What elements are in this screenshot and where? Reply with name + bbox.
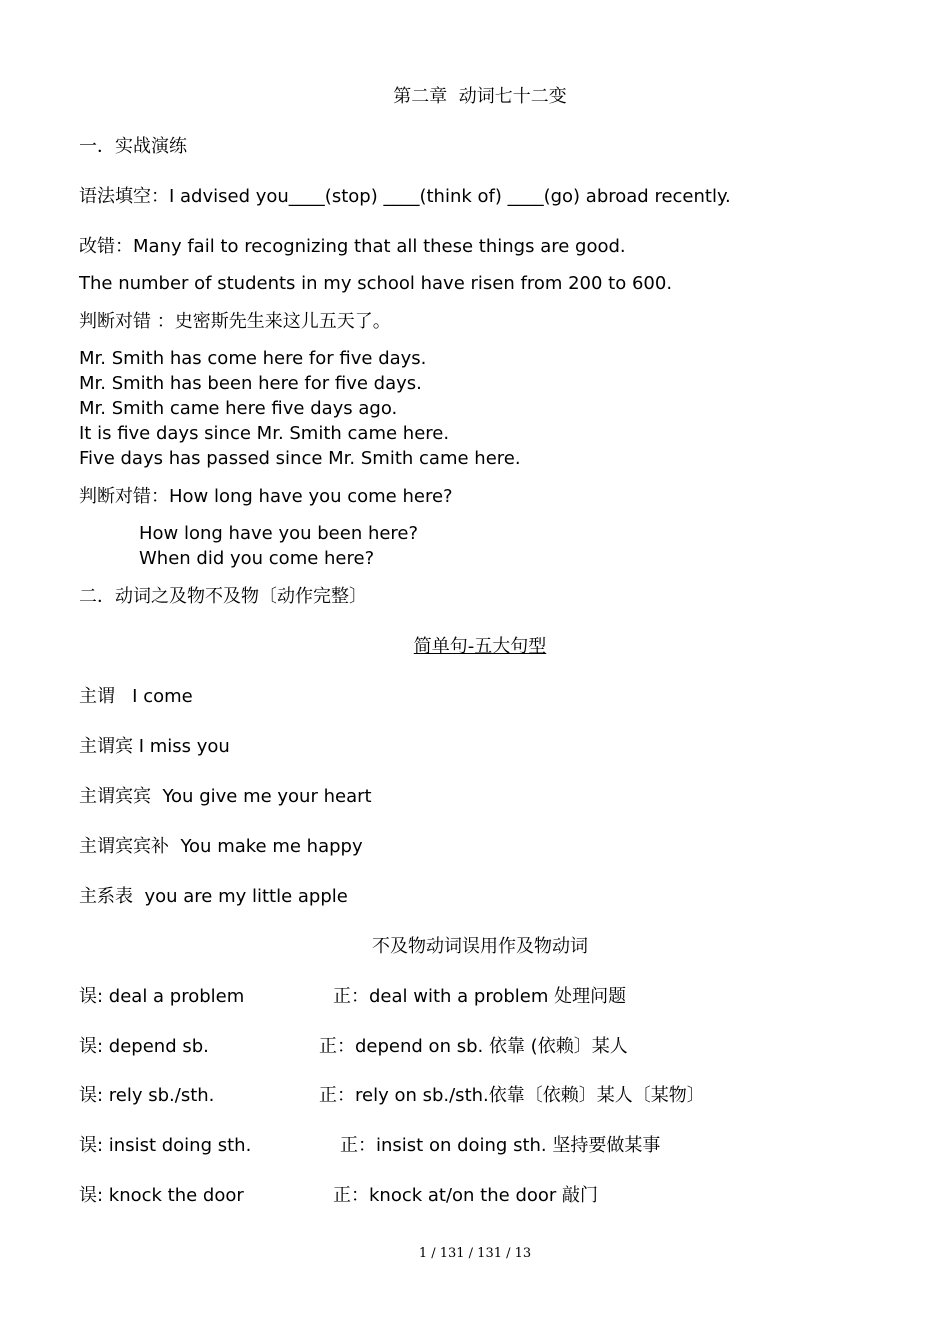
section2-heading: 二．动词之及物不及物〔动作完整〕 bbox=[79, 586, 367, 607]
misuse-right: 正：insist on doing sth. 坚持要做某事 bbox=[340, 1135, 661, 1156]
misuse-title: 不及物动词误用作及物动词 bbox=[372, 936, 588, 957]
sentence-pattern: 主谓宾 I miss you bbox=[79, 736, 230, 757]
sentence-pattern: 主系表 you are my little apple bbox=[79, 886, 348, 907]
misuse-wrong: 误: knock the door bbox=[79, 1185, 244, 1206]
fill-blank-exercise: 语法填空：I advised you____(stop) ____(think of) ____(go) abroad recently. bbox=[79, 186, 731, 207]
judge-1-option: Mr. Smith has come here for five days. bbox=[79, 348, 427, 369]
page-number-footer: 1 / 131 / 131 / 13 bbox=[418, 1246, 532, 1261]
judge-2-option: When did you come here? bbox=[139, 548, 375, 569]
misuse-wrong: 误: rely sb./sth. bbox=[79, 1085, 215, 1106]
sentence-pattern: 主谓 I come bbox=[79, 686, 193, 707]
misuse-right: 正：rely on sb./sth.依靠〔依赖〕某人〔某物〕 bbox=[319, 1085, 705, 1106]
judge-1-prompt: 判断对错 ：史密斯先生来这儿五天了。 bbox=[79, 311, 391, 332]
misuse-right: 正：knock at/on the door 敲门 bbox=[333, 1185, 599, 1206]
sentence-pattern: 主谓宾宾 You give me your heart bbox=[79, 786, 372, 807]
judge-1-option: Mr. Smith came here five days ago. bbox=[79, 398, 398, 419]
misuse-right: 正：depend on sb. 依靠 (依赖〕某人 bbox=[319, 1036, 628, 1057]
judge-2-option: How long have you been here? bbox=[139, 523, 419, 544]
judge-1-option: It is five days since Mr. Smith came here. bbox=[79, 423, 450, 444]
correct-error-1: 改错：Many fail to recognizing that all these things are good. bbox=[79, 236, 626, 257]
sentence-pattern: 主谓宾宾补 You make me happy bbox=[79, 836, 363, 857]
correct-error-2: The number of students in my school have risen from 200 to 600. bbox=[79, 273, 673, 294]
misuse-wrong: 误: deal a problem bbox=[79, 986, 245, 1007]
misuse-wrong: 误: insist doing sth. bbox=[79, 1135, 252, 1156]
judge-1-option: Five days has passed since Mr. Smith came here. bbox=[79, 448, 521, 469]
misuse-right: 正：deal with a problem 处理问题 bbox=[333, 986, 627, 1007]
section1-heading: 一．实战演练 bbox=[79, 136, 187, 157]
page-title: 第二章 动词七十二变 bbox=[393, 86, 567, 107]
misuse-wrong: 误: depend sb. bbox=[79, 1036, 209, 1057]
sentence-patterns-subtitle: 简单句-五大句型 bbox=[413, 636, 547, 657]
judge-1-option: Mr. Smith has been here for five days. bbox=[79, 373, 422, 394]
judge-2-prompt: 判断对错：How long have you come here? bbox=[79, 486, 453, 507]
